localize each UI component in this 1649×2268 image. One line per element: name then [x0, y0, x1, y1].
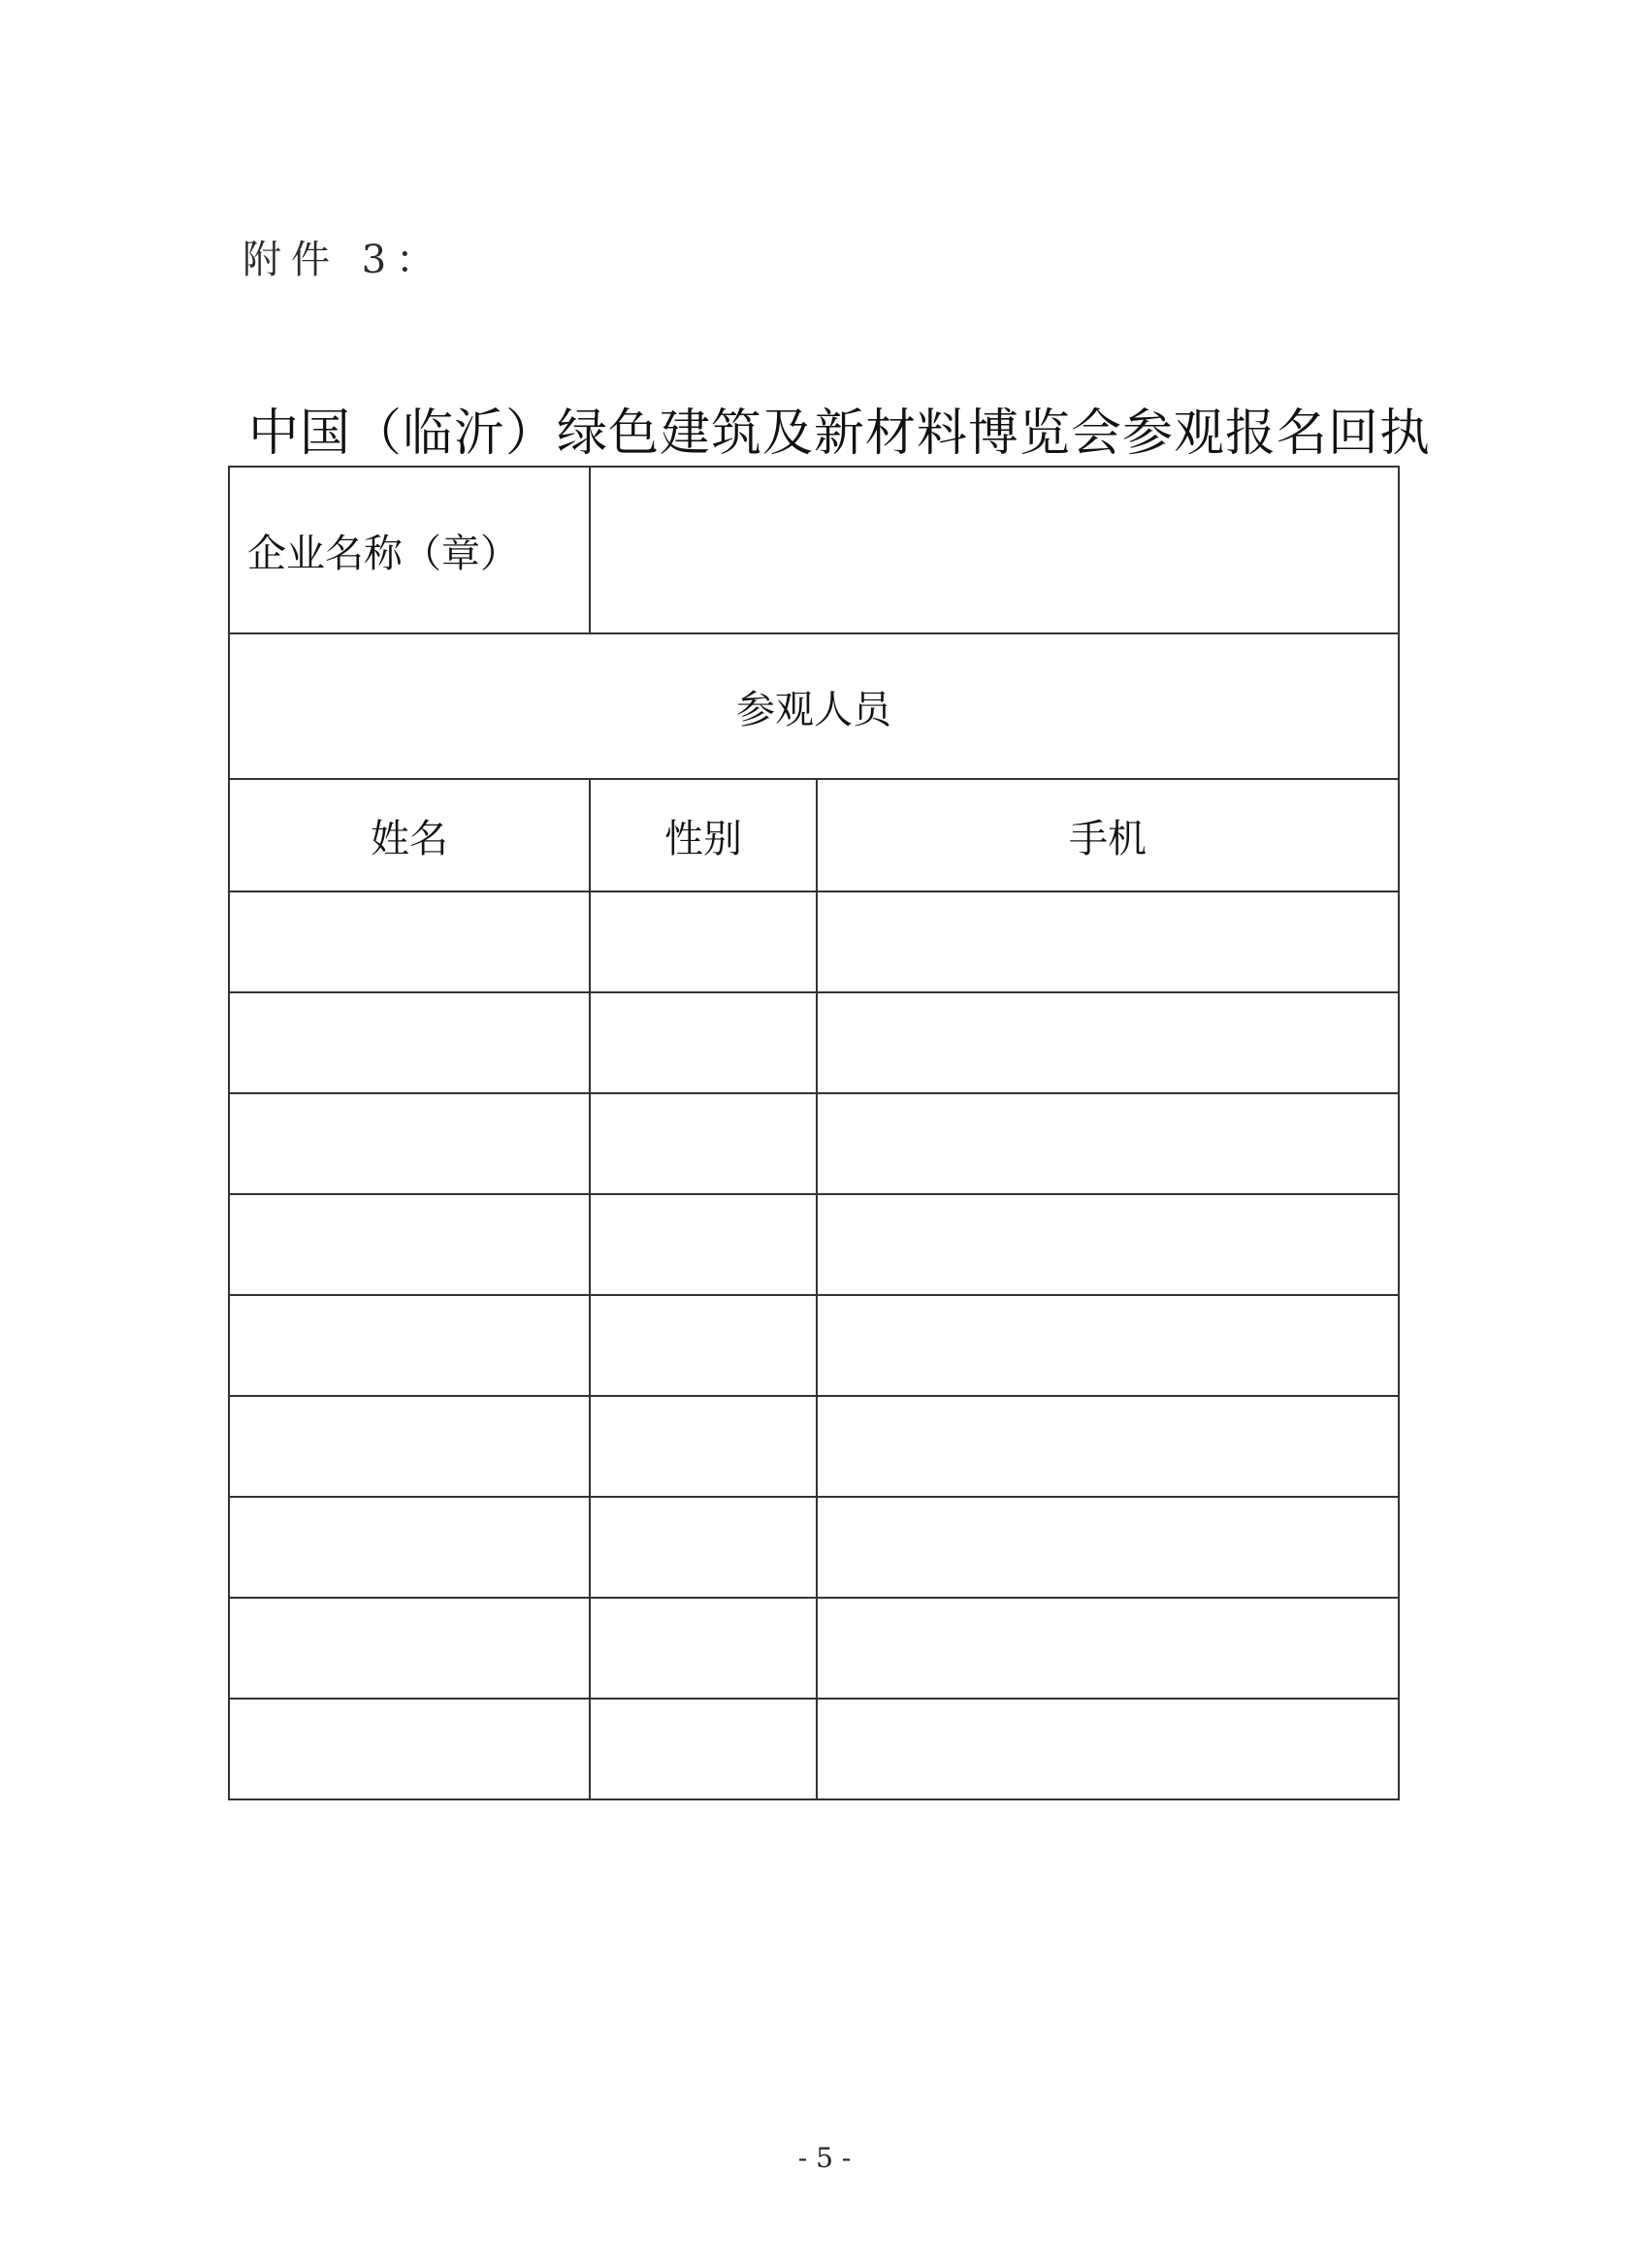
visitor-gender-field[interactable]	[590, 1598, 817, 1699]
column-header-row	[229, 779, 1399, 891]
visitor-gender-field[interactable]	[590, 1194, 817, 1295]
visitor-phone-field[interactable]	[817, 1093, 1399, 1194]
visitor-name-field[interactable]	[229, 1598, 590, 1699]
column-header-phone: 手机	[817, 779, 1399, 891]
visitor-name-field[interactable]	[229, 1295, 590, 1396]
page-number: - 5 -	[797, 2142, 852, 2174]
visitor-row	[229, 1497, 1399, 1598]
company-row	[229, 467, 1399, 633]
company-name-label: 企业名称（章）	[229, 467, 590, 633]
visitor-phone-field[interactable]	[817, 1295, 1399, 1396]
visitor-name-field[interactable]	[229, 1396, 590, 1497]
visitor-gender-field[interactable]	[590, 1497, 817, 1598]
attachment-label: 附件 3：	[242, 238, 445, 282]
visitor-name-field[interactable]	[229, 992, 590, 1093]
visitor-name-field[interactable]	[229, 1194, 590, 1295]
visitors-section-header: 参观人员	[229, 633, 1399, 779]
visitor-name-field[interactable]	[229, 1497, 590, 1598]
column-header-gender: 性别	[590, 779, 817, 891]
visitor-phone-field[interactable]	[817, 992, 1399, 1093]
visitor-row	[229, 1699, 1399, 1799]
visitor-gender-field[interactable]	[590, 1093, 817, 1194]
visitor-phone-field[interactable]	[817, 1497, 1399, 1598]
visitor-phone-field[interactable]	[817, 1396, 1399, 1497]
visitor-gender-field[interactable]	[590, 891, 817, 992]
visitor-phone-field[interactable]	[817, 1194, 1399, 1295]
company-name-field[interactable]	[590, 467, 1399, 633]
visitor-row	[229, 1295, 1399, 1396]
visitor-phone-field[interactable]	[817, 1598, 1399, 1699]
visitor-gender-field[interactable]	[590, 1699, 817, 1799]
document-title: 中国（临沂）绿色建筑及新材料博览会参观报名回执	[248, 405, 1432, 463]
visitor-gender-field[interactable]	[590, 992, 817, 1093]
visitor-row	[229, 1598, 1399, 1699]
visitor-phone-field[interactable]	[817, 891, 1399, 992]
visitor-phone-field[interactable]	[817, 1699, 1399, 1799]
visitor-row	[229, 891, 1399, 992]
visitor-row	[229, 1396, 1399, 1497]
visitor-row	[229, 992, 1399, 1093]
visitor-gender-field[interactable]	[590, 1396, 817, 1497]
section-header-row	[229, 633, 1399, 779]
column-header-name: 姓名	[229, 779, 590, 891]
visitor-row	[229, 1194, 1399, 1295]
visitor-name-field[interactable]	[229, 891, 590, 992]
visitor-row	[229, 1093, 1399, 1194]
registration-form-table	[228, 466, 1400, 1800]
visitor-name-field[interactable]	[229, 1093, 590, 1194]
visitor-name-field[interactable]	[229, 1699, 590, 1799]
visitor-gender-field[interactable]	[590, 1295, 817, 1396]
